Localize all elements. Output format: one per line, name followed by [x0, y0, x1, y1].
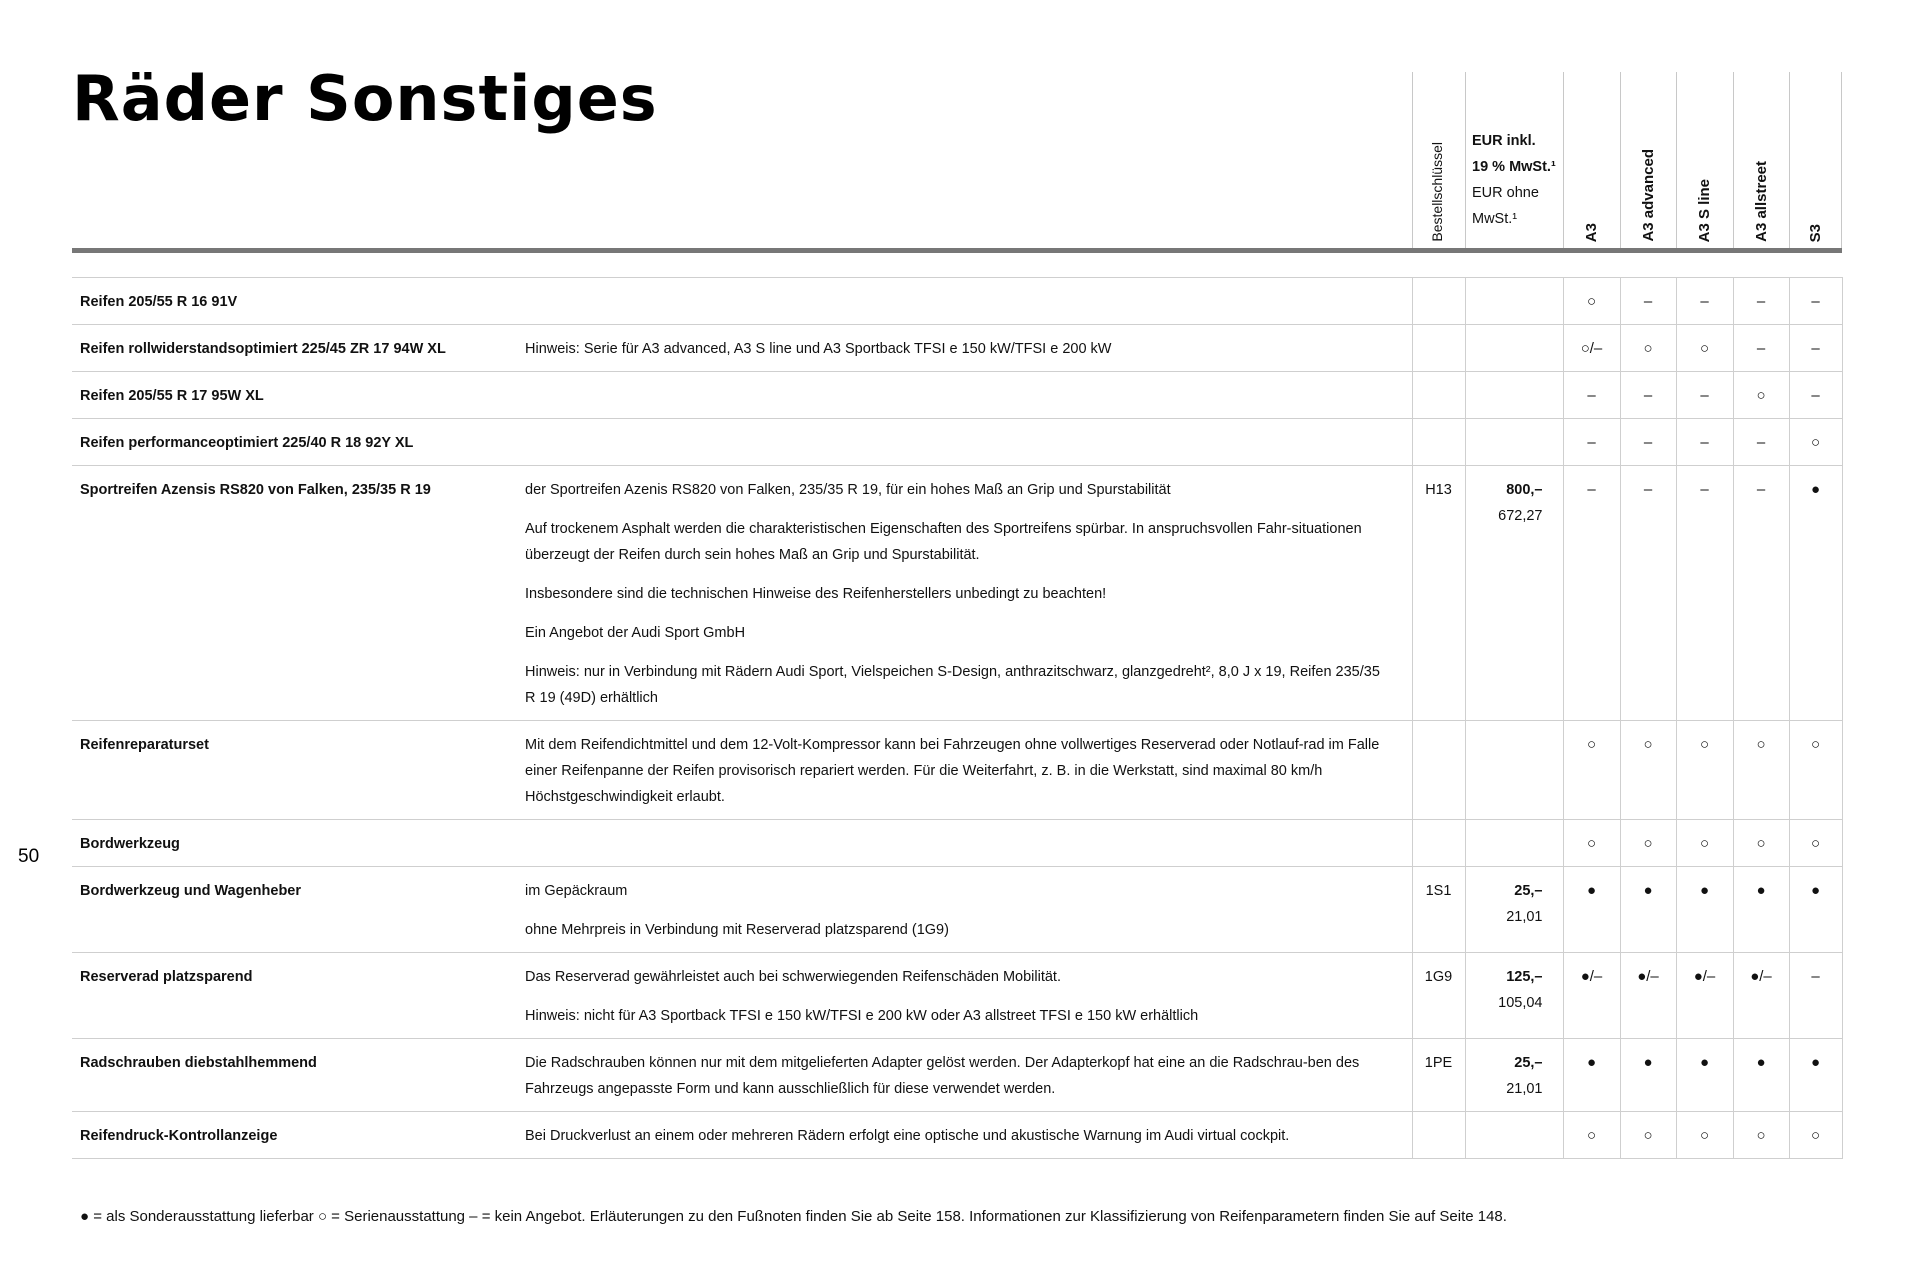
- header-model-a3-allstreet: [1733, 72, 1789, 250]
- availability-cell: [1563, 466, 1620, 721]
- price: [1465, 466, 1563, 721]
- option-name: Reifenreparaturset: [72, 721, 525, 820]
- option-description: [525, 721, 1412, 820]
- option-description: [525, 419, 1412, 466]
- header-model-a3-advanced: [1620, 72, 1676, 250]
- availability-mark: ○/–: [1580, 340, 1603, 357]
- availability-mark: ○: [1586, 835, 1597, 852]
- availability-cell: [1563, 867, 1620, 953]
- price: [1465, 325, 1563, 372]
- availability-cell: [1676, 1039, 1733, 1112]
- availability-mark: ○: [1756, 1127, 1766, 1144]
- price-incl-vat: 25,–: [1514, 1055, 1543, 1071]
- price-excl-vat: 21,01: [1506, 1081, 1543, 1097]
- availability-cell: [1676, 419, 1733, 466]
- availability-cell: [1733, 325, 1789, 372]
- availability-mark: ○: [1810, 835, 1821, 852]
- price: [1465, 721, 1563, 820]
- availability-cell: [1789, 820, 1842, 867]
- price-excl-vat: 672,27: [1498, 508, 1543, 524]
- availability-mark: ○: [1643, 736, 1653, 753]
- availability-mark: ○: [1586, 1127, 1597, 1144]
- table-row: [72, 1112, 1842, 1159]
- order-code: 1G9: [1412, 953, 1465, 1039]
- price: [1465, 953, 1563, 1039]
- availability-cell: [1733, 419, 1789, 466]
- description-paragraph: Hinweis: nur in Verbindung mit Rädern Audi Sport, Vielspeichen S-Design, anthrazitschwarz, glanzgedreht², 8,0 J x 19, Reifen 235/35 R 19 (49D) erhältlich: [525, 664, 1380, 706]
- availability-cell: [1620, 325, 1676, 372]
- availability-mark: ○: [1699, 1127, 1710, 1144]
- availability-mark: –: [1643, 387, 1653, 404]
- table-row: [72, 419, 1842, 466]
- availability-cell: [1733, 278, 1789, 325]
- table-row: [72, 372, 1842, 419]
- availability-mark: ●/–: [1637, 968, 1659, 985]
- availability-cell: [1620, 419, 1676, 466]
- availability-mark: –: [1756, 434, 1766, 451]
- availability-mark: ●: [1810, 1054, 1821, 1071]
- availability-cell: [1620, 1112, 1676, 1159]
- availability-cell: [1563, 1039, 1620, 1112]
- availability-cell: [1563, 1112, 1620, 1159]
- availability-mark: ○: [1810, 736, 1821, 753]
- availability-mark: –: [1643, 481, 1653, 498]
- availability-cell: [1563, 721, 1620, 820]
- description-paragraph: Ein Angebot der Audi Sport GmbH: [525, 625, 746, 641]
- option-name: Reifendruck-Kontrollanzeige: [72, 1112, 525, 1159]
- availability-mark: ○: [1643, 1127, 1653, 1144]
- header-model-label: A3: [1583, 222, 1600, 242]
- availability-cell: [1620, 721, 1676, 820]
- description-paragraph: Mit dem Reifendichtmittel und dem 12-Volt-Kompressor kann bei Fahrzeugen ohne vollwertiges Reserverad oder Notlauf-rad im Falle einer Reifenpanne der Reifen provisorisch repariert werden. Für die Weiterfahrt, z. B. in die Werkstatt, sind maximal 80 km/h Höchstgeschwindigkeit erlaubt.: [525, 737, 1380, 805]
- availability-cell: [1733, 1112, 1789, 1159]
- availability-cell: [1620, 372, 1676, 419]
- price: [1465, 820, 1563, 867]
- description-paragraph: Bei Druckverlust an einem oder mehreren Rädern erfolgt eine optische und akustische Warnung im Audi virtual cockpit.: [525, 1128, 1290, 1144]
- availability-cell: [1789, 325, 1842, 372]
- table-row: [72, 820, 1842, 867]
- availability-mark: ●: [1699, 1054, 1710, 1071]
- availability-mark: –: [1700, 387, 1709, 404]
- availability-cell: [1733, 820, 1789, 867]
- availability-mark: ●: [1756, 882, 1766, 899]
- order-code: [1412, 278, 1465, 325]
- availability-mark: ○: [1810, 434, 1821, 451]
- header-model-label: S3: [1807, 223, 1824, 242]
- availability-cell: [1733, 867, 1789, 953]
- availability-cell: [1676, 325, 1733, 372]
- table-row: [72, 1039, 1842, 1112]
- availability-mark: ●: [1699, 882, 1710, 899]
- legend: ● = als Sonderausstattung lieferbar ○ = Serienausstattung – = kein Angebot. Erläuterungen zu den Fußnoten finden Sie ab Seite 158. Informationen zur Klassifizierung von Reifenparametern finden Sie auf Seite 148.: [80, 1208, 1507, 1225]
- table-row: [72, 953, 1842, 1039]
- header-model-a3-s-line: [1676, 72, 1733, 250]
- availability-mark: ○: [1643, 340, 1653, 357]
- header-model-s3: [1789, 72, 1842, 250]
- header-model-label: A3 allstreet: [1753, 161, 1770, 242]
- availability-mark: –: [1756, 340, 1766, 357]
- header-price-excl-2: MwSt.¹: [1472, 211, 1518, 227]
- availability-cell: [1676, 466, 1733, 721]
- option-name: Reifen performanceoptimiert 225/40 R 18 92Y XL: [72, 419, 525, 466]
- availability-cell: [1676, 953, 1733, 1039]
- availability-mark: ○: [1699, 835, 1710, 852]
- availability-mark: ○: [1586, 736, 1597, 753]
- option-description: [525, 278, 1412, 325]
- price: [1465, 278, 1563, 325]
- options-table: [72, 277, 1843, 1159]
- availability-cell: [1789, 372, 1842, 419]
- page-number: 50: [18, 846, 40, 867]
- option-name: Reifen 205/55 R 16 91V: [72, 278, 525, 325]
- option-name: Radschrauben diebstahlhemmend: [72, 1039, 525, 1112]
- availability-cell: [1789, 1112, 1842, 1159]
- availability-mark: ○: [1699, 340, 1710, 357]
- table-row: [72, 278, 1842, 325]
- availability-mark: ●: [1643, 1054, 1653, 1071]
- order-code: 1S1: [1412, 867, 1465, 953]
- option-description: [525, 466, 1412, 721]
- description-paragraph: im Gepäckraum: [525, 883, 628, 899]
- availability-mark: –: [1587, 387, 1596, 404]
- order-code: 1PE: [1412, 1039, 1465, 1112]
- availability-cell: [1620, 278, 1676, 325]
- availability-cell: [1733, 953, 1789, 1039]
- availability-mark: ○: [1699, 736, 1710, 753]
- availability-mark: –: [1811, 387, 1820, 404]
- availability-mark: ●/–: [1750, 968, 1772, 985]
- availability-cell: [1563, 419, 1620, 466]
- header-price-incl-1: EUR inkl.: [1472, 133, 1536, 149]
- option-name: Reserverad platzsparend: [72, 953, 525, 1039]
- availability-mark: –: [1811, 293, 1820, 310]
- availability-mark: –: [1700, 434, 1709, 451]
- order-code: [1412, 721, 1465, 820]
- price: [1465, 372, 1563, 419]
- availability-cell: [1789, 466, 1842, 721]
- availability-cell: [1733, 1039, 1789, 1112]
- availability-mark: ●: [1756, 1054, 1766, 1071]
- header-model-label: A3 advanced: [1640, 149, 1657, 242]
- price: [1465, 1112, 1563, 1159]
- option-description: [525, 953, 1412, 1039]
- price: [1465, 1039, 1563, 1112]
- description-paragraph: ohne Mehrpreis in Verbindung mit Reserverad platzsparend (1G9): [525, 922, 949, 938]
- price-incl-vat: 800,–: [1506, 482, 1543, 498]
- price-excl-vat: 105,04: [1498, 995, 1543, 1011]
- table-row: [72, 867, 1842, 953]
- availability-cell: [1676, 1112, 1733, 1159]
- availability-cell: [1563, 278, 1620, 325]
- price: [1465, 419, 1563, 466]
- order-code: [1412, 325, 1465, 372]
- order-code: H13: [1412, 466, 1465, 721]
- availability-mark: –: [1643, 434, 1653, 451]
- availability-cell: [1563, 325, 1620, 372]
- availability-cell: [1563, 953, 1620, 1039]
- availability-mark: ●: [1586, 882, 1597, 899]
- availability-cell: [1563, 820, 1620, 867]
- option-description: [525, 1112, 1412, 1159]
- availability-mark: –: [1700, 293, 1709, 310]
- availability-cell: [1789, 419, 1842, 466]
- availability-mark: ○: [1810, 1127, 1821, 1144]
- availability-cell: [1789, 1039, 1842, 1112]
- availability-cell: [1789, 278, 1842, 325]
- availability-cell: [1563, 372, 1620, 419]
- header-model-label: A3 S line: [1696, 178, 1713, 242]
- availability-mark: ○: [1586, 293, 1597, 310]
- availability-cell: [1620, 1039, 1676, 1112]
- option-description: [525, 372, 1412, 419]
- availability-mark: –: [1643, 293, 1653, 310]
- option-name: Sportreifen Azensis RS820 von Falken, 235/35 R 19: [72, 466, 525, 721]
- availability-mark: –: [1756, 481, 1766, 498]
- availability-mark: ●: [1810, 882, 1821, 899]
- description-paragraph: Die Radschrauben können nur mit dem mitgelieferten Adapter gelöst werden. Der Adapterkopf hat eine an die Radschrau-ben des Fahrzeugs angepasste Form und kann ausschließlich für diese verwendet werden.: [525, 1055, 1360, 1097]
- price-excl-vat: 21,01: [1506, 909, 1543, 925]
- availability-cell: [1620, 466, 1676, 721]
- availability-cell: [1676, 278, 1733, 325]
- availability-mark: –: [1756, 293, 1766, 310]
- option-name: Reifen rollwiderstandsoptimiert 225/45 ZR 17 94W XL: [72, 325, 525, 372]
- page-title: Räder Sonstiges: [72, 62, 658, 135]
- availability-mark: –: [1811, 340, 1820, 357]
- availability-cell: [1676, 372, 1733, 419]
- option-name: Reifen 205/55 R 17 95W XL: [72, 372, 525, 419]
- header-rule: [72, 248, 1842, 253]
- availability-cell: [1676, 867, 1733, 953]
- availability-cell: [1620, 867, 1676, 953]
- availability-cell: [1789, 721, 1842, 820]
- option-description: [525, 1039, 1412, 1112]
- availability-cell: [1676, 721, 1733, 820]
- description-paragraph: Das Reserverad gewährleistet auch bei schwerwiegenden Reifenschäden Mobilität.: [525, 969, 1061, 985]
- availability-mark: –: [1811, 968, 1820, 985]
- availability-mark: ●: [1586, 1054, 1597, 1071]
- availability-cell: [1789, 953, 1842, 1039]
- availability-mark: ●: [1810, 481, 1821, 498]
- availability-cell: [1733, 466, 1789, 721]
- availability-mark: ○: [1643, 835, 1653, 852]
- order-code: [1412, 820, 1465, 867]
- availability-mark: ●: [1643, 882, 1653, 899]
- availability-mark: ○: [1756, 835, 1766, 852]
- option-name: Bordwerkzeug und Wagenheber: [72, 867, 525, 953]
- availability-mark: –: [1587, 434, 1596, 451]
- availability-mark: –: [1587, 481, 1596, 498]
- description-paragraph: Hinweis: Serie für A3 advanced, A3 S line und A3 Sportback TFSI e 150 kW/TFSI e 200 kW: [525, 341, 1112, 357]
- description-paragraph: Hinweis: nicht für A3 Sportback TFSI e 150 kW/TFSI e 200 kW oder A3 allstreet TFSI e 150 kW erhältlich: [525, 1008, 1199, 1024]
- header-price-label: [1472, 128, 1556, 232]
- header-price-incl-2: 19 % MwSt.¹: [1472, 159, 1556, 175]
- availability-cell: [1620, 953, 1676, 1039]
- header-price: [1465, 72, 1563, 250]
- description-paragraph: Insbesondere sind die technischen Hinweise des Reifenherstellers unbedingt zu beachten!: [525, 586, 1107, 602]
- table-row: [72, 325, 1842, 372]
- availability-mark: ○: [1756, 387, 1766, 404]
- price-incl-vat: 25,–: [1514, 883, 1543, 899]
- availability-mark: ●/–: [1693, 968, 1716, 985]
- options-table-body: [72, 278, 1842, 1159]
- price: [1465, 867, 1563, 953]
- table-row: [72, 721, 1842, 820]
- option-description: [525, 325, 1412, 372]
- availability-mark: –: [1700, 481, 1709, 498]
- availability-cell: [1620, 820, 1676, 867]
- availability-cell: [1733, 721, 1789, 820]
- option-description: [525, 820, 1412, 867]
- option-name: Bordwerkzeug: [72, 820, 525, 867]
- price-incl-vat: 125,–: [1506, 969, 1543, 985]
- description-paragraph: der Sportreifen Azenis RS820 von Falken, 235/35 R 19, für ein hohes Maß an Grip und Spurstabilität: [525, 482, 1171, 498]
- order-code: [1412, 372, 1465, 419]
- header-price-excl-1: EUR ohne: [1472, 185, 1539, 201]
- option-description: [525, 867, 1412, 953]
- availability-cell: [1733, 372, 1789, 419]
- availability-mark: ○: [1756, 736, 1766, 753]
- availability-cell: [1676, 820, 1733, 867]
- description-paragraph: Auf trockenem Asphalt werden die charakteristischen Eigenschaften des Sportreifens spürbar. In anspruchsvollen Fahr-situationen überzeugt der Reifen durch sein hohes Maß an Grip und Spurstabilität.: [525, 521, 1362, 563]
- table-header: [72, 72, 1842, 250]
- availability-mark: ●/–: [1580, 968, 1603, 985]
- order-code: [1412, 419, 1465, 466]
- availability-cell: [1789, 867, 1842, 953]
- header-order-code: [1412, 72, 1465, 250]
- order-code: [1412, 1112, 1465, 1159]
- header-order-code-label: Bestellschlüssel: [1429, 142, 1445, 242]
- header-model-a3: [1563, 72, 1620, 250]
- table-row: [72, 466, 1842, 721]
